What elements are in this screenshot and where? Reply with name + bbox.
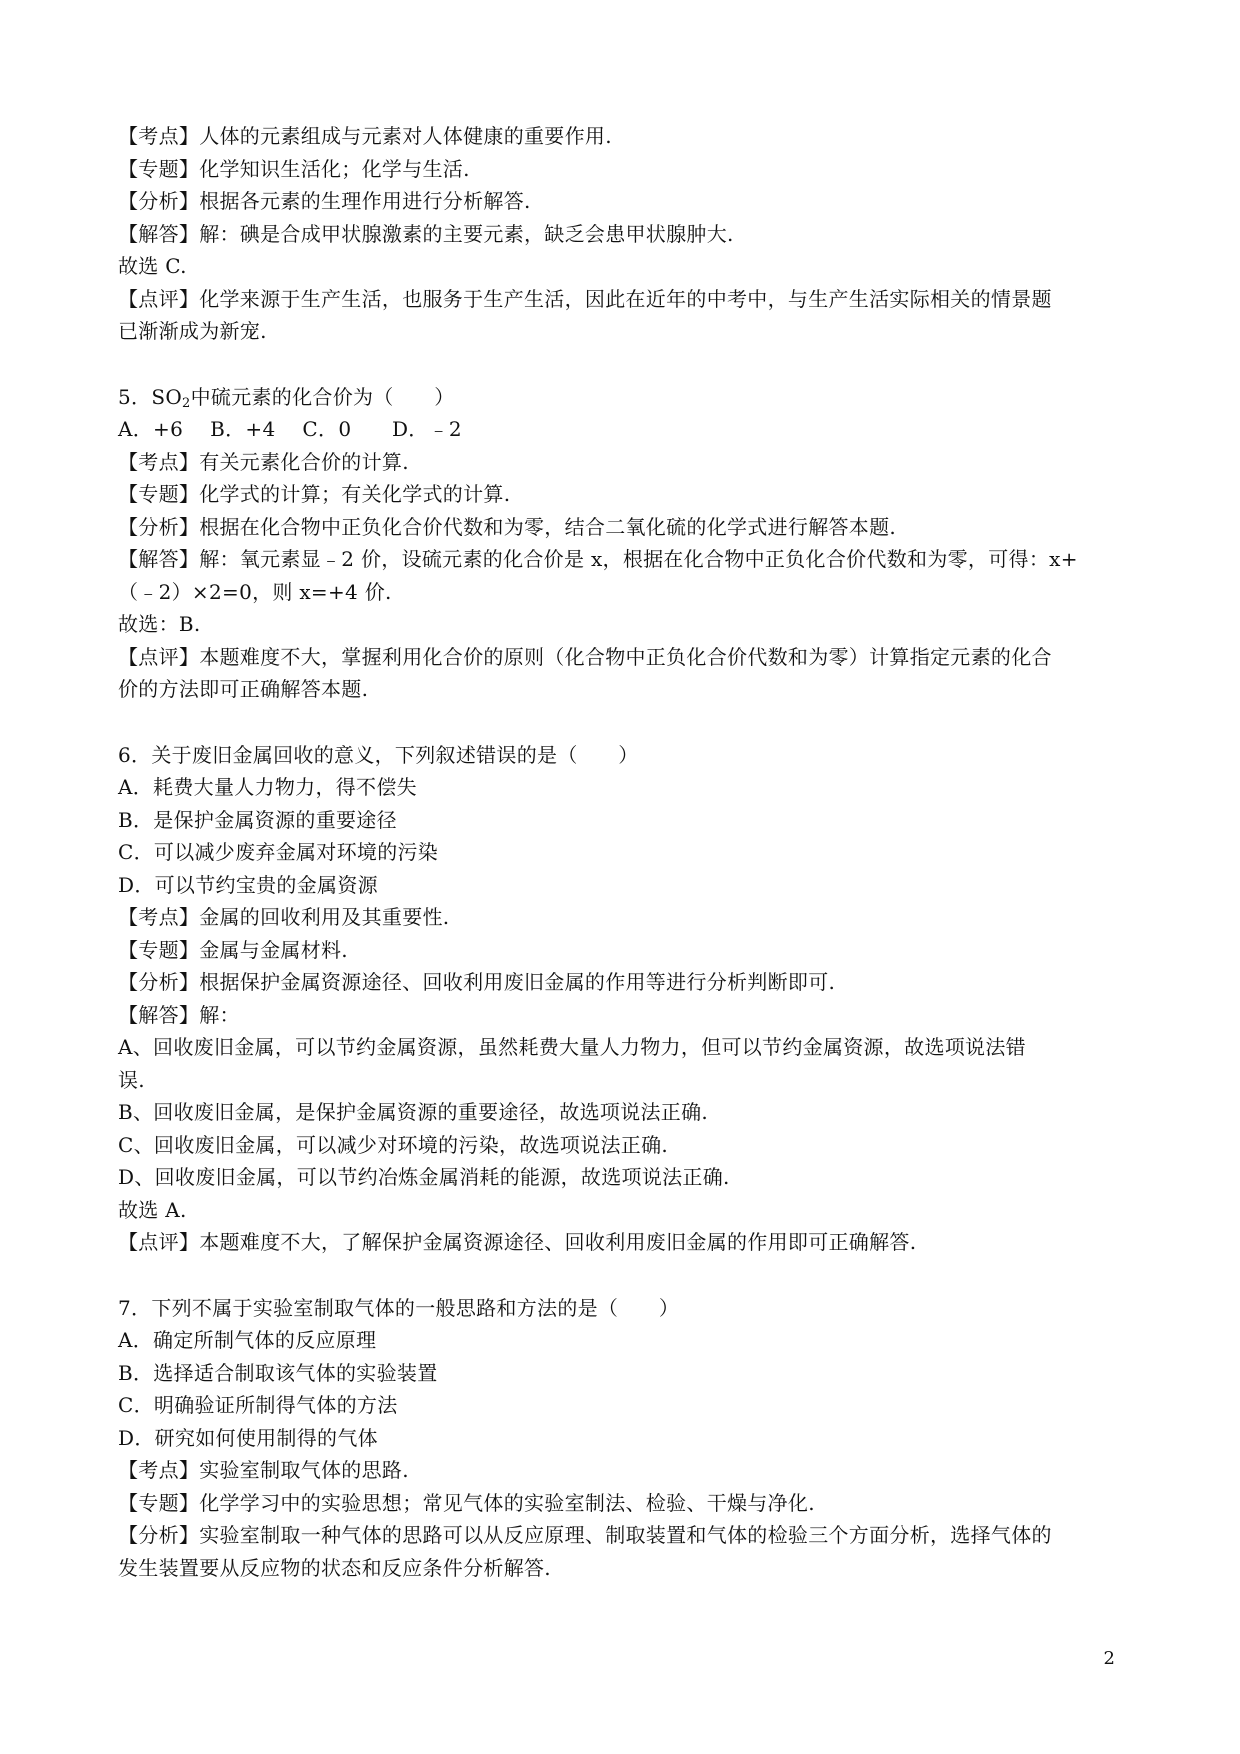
text-line: B、回收废旧金属，是保护金属资源的重要途径，故选项说法正确. <box>118 1100 709 1124</box>
text-line: 【考点】有关元素化合价的计算. <box>118 449 409 474</box>
paragraph-gap <box>118 348 1128 381</box>
text-line: 【点评】化学来源于生产生活，也服务于生产生活，因此在近年的中考中，与生产生活实际相关的情景题 <box>118 286 1052 311</box>
text-line: 【分析】根据在化合物中正负化合价代数和为零，结合二氧化硫的化学式进行解答本题. <box>118 514 897 539</box>
question-block-q5 <box>118 381 1128 706</box>
text-line: A．确定所制气体的反应原理 <box>118 1328 377 1352</box>
text-line: D．可以节约宝贵的金属资源 <box>118 872 378 897</box>
text-line: A．耗费大量人力物力，得不偿失 <box>118 775 417 799</box>
text-line: 【点评】本题难度不大，掌握利用化合价的原则（化合物中正负化合价代数和为零）计算指定元素的化合 <box>118 644 1052 669</box>
text-line: 【点评】本题难度不大，了解保护金属资源途径、回收利用废旧金属的作用即可正确解答. <box>118 1230 917 1254</box>
text-line: B．是保护金属资源的重要途径 <box>118 807 397 832</box>
text-line: （﹣2）×2=0，则 x=+4 价. <box>118 579 392 604</box>
question-block-q6 <box>118 739 1128 1259</box>
text-line: 6．关于废旧金属回收的意义，下列叙述错误的是（ ） <box>118 742 639 767</box>
text-line: 发生装置要从反应物的状态和反应条件分析解答. <box>118 1555 551 1580</box>
text-line: 故选 C. <box>118 254 187 278</box>
title-text: 5．SO <box>118 384 183 409</box>
text-line: C．可以减少废弃金属对环境的污染 <box>118 840 439 864</box>
text-line: 已渐渐成为新宠. <box>118 319 267 343</box>
question-title <box>118 381 1128 414</box>
text-line: A、回收废旧金属，可以节约金属资源，虽然耗费大量人力物力，但可以节约金属资源，故选项说法错 <box>118 1035 1026 1059</box>
text-line: B．选择适合制取该气体的实验装置 <box>118 1360 438 1385</box>
text-line: 7．下列不属于实验室制取气体的一般思路和方法的是（ ） <box>118 1295 680 1320</box>
text-line: 【专题】金属与金属材料. <box>118 937 348 962</box>
text-line: 【专题】化学知识生活化；化学与生活. <box>118 156 470 181</box>
formula-subscript: 2 <box>182 395 191 411</box>
text-line: 故选：B. <box>118 612 201 636</box>
text-line: C．明确验证所制得气体的方法 <box>118 1393 398 1417</box>
page-content <box>118 120 1128 1584</box>
text-line: D．研究如何使用制得的气体 <box>118 1425 378 1450</box>
text-line: 【专题】化学式的计算；有关化学式的计算. <box>118 482 511 506</box>
text-line: 【解答】解： <box>118 1002 240 1027</box>
text-line: 【解答】解：氧元素显﹣2 价，设硫元素的化合价是 x，根据在化合物中正负化合价代数和为零，可得：x+ <box>118 547 1078 571</box>
question-block-q4-tail <box>118 120 1128 348</box>
text-line: 【解答】解：碘是合成甲状腺激素的主要元素，缺乏会患甲状腺肿大. <box>118 221 734 246</box>
text-line: 【考点】金属的回收利用及其重要性. <box>118 905 450 929</box>
paragraph-gap <box>118 706 1128 739</box>
text-line: A．+6 B．+4 C．0 D．﹣2 <box>118 417 462 441</box>
text-line: 误. <box>118 1067 145 1092</box>
question-block-q7 <box>118 1292 1128 1585</box>
text-line: C、回收废旧金属，可以减少对环境的污染，故选项说法正确. <box>118 1132 669 1157</box>
text-line: 故选 A. <box>118 1197 187 1222</box>
text-line: 【分析】根据保护金属资源途径、回收利用废旧金属的作用等进行分析判断即可. <box>118 970 836 994</box>
text-line: 【考点】人体的元素组成与元素对人体健康的重要作用. <box>118 124 612 148</box>
paragraph-gap <box>118 1259 1128 1292</box>
text-line: 【分析】根据各元素的生理作用进行分析解答. <box>118 189 531 213</box>
text-line: 【分析】实验室制取一种气体的思路可以从反应原理、制取装置和气体的检验三个方面分析，选择气体的 <box>118 1523 1052 1547</box>
text-line: 【专题】化学学习中的实验思想；常见气体的实验室制法、检验、干燥与净化. <box>118 1490 815 1515</box>
text-line: 价的方法即可正确解答本题. <box>118 677 369 701</box>
title-text: 中硫元素的化合价为（ ） <box>190 384 455 409</box>
text-line: D、回收废旧金属，可以节约冶炼金属消耗的能源，故选项说法正确. <box>118 1165 730 1189</box>
text-line: 【考点】实验室制取气体的思路. <box>118 1458 409 1482</box>
page-number: 2 <box>1103 1648 1115 1669</box>
